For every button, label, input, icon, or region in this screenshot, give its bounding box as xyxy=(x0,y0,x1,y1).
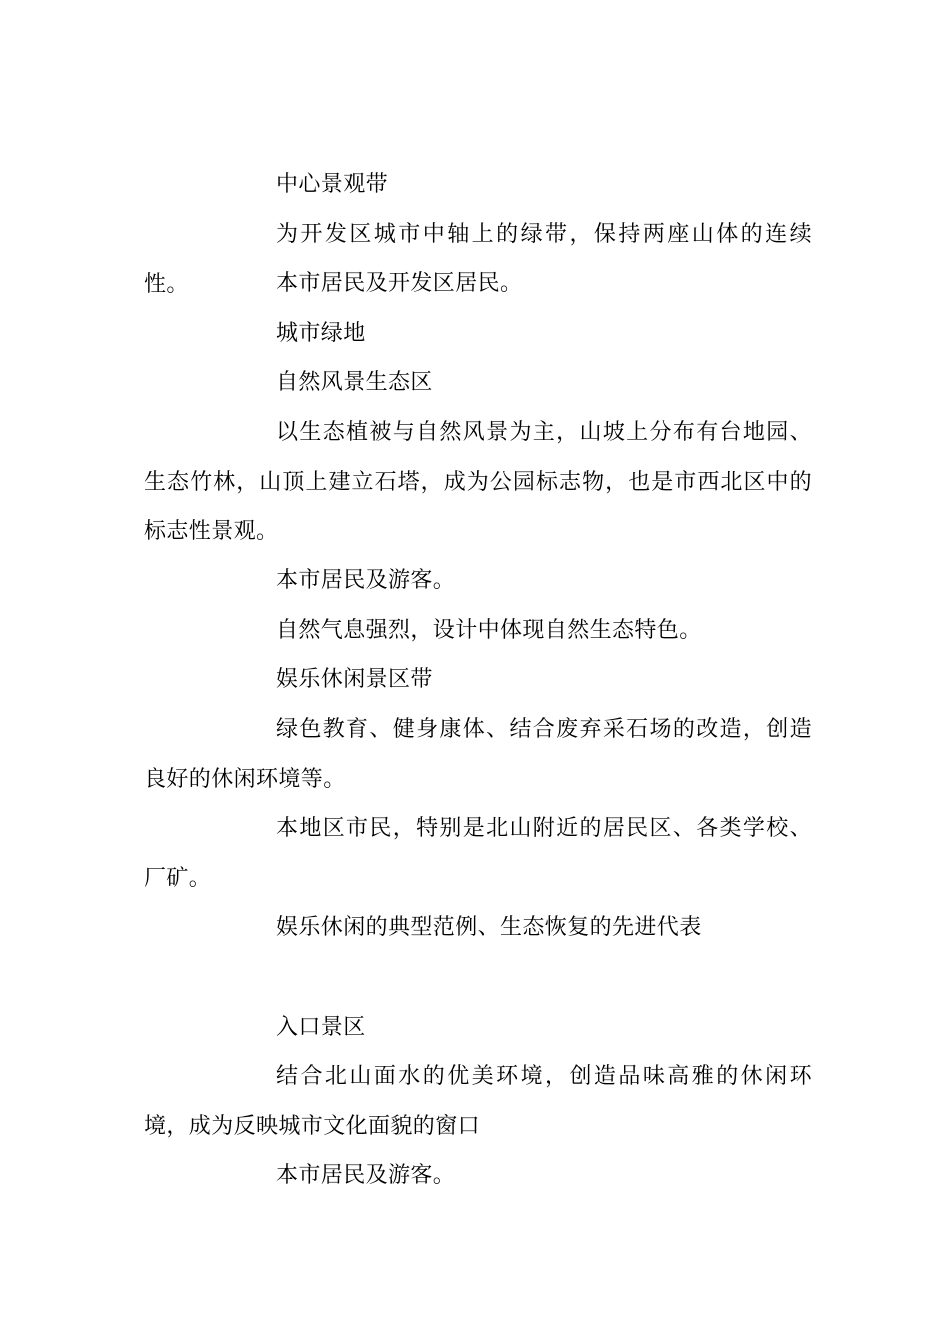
paragraph-audience: 本市居民及游客。 xyxy=(276,568,456,593)
paragraph-description: 以生态植被与自然风景为主，山坡上分布有台地园、生态竹林，山顶上建立石塔，成为公园标志物，也是市西北区中的标志性景观。 xyxy=(144,420,812,544)
paragraph-description: 为开发区城市中轴上的绿带，保持两座山体的连续性。 xyxy=(144,222,812,297)
paragraph-category: 城市绿地 xyxy=(276,321,366,346)
paragraph-feature: 自然气息强烈，设计中体现自然生态特色。 xyxy=(276,618,702,643)
paragraph-audience: 本地区市民，特别是北山附近的居民区、各类学校、厂矿。 xyxy=(144,816,812,891)
section-heading-leisure-belt: 娱乐休闲景区带 xyxy=(276,667,433,692)
section-heading-natural-scenic-zone: 自然风景生态区 xyxy=(276,370,433,395)
paragraph-description: 结合北山面水的优美环境，创造品味高雅的休闲环境，成为反映城市文化面貌的窗口 xyxy=(144,1064,812,1139)
section-heading-entrance-zone: 入口景区 xyxy=(276,1015,366,1040)
paragraph-feature: 娱乐休闲的典型范例、生态恢复的先进代表 xyxy=(276,915,702,940)
paragraph-description: 绿色教育、健身康体、结合废弃采石场的改造，创造良好的休闲环境等。 xyxy=(144,717,812,792)
paragraph-audience: 本市居民及游客。 xyxy=(276,1163,456,1188)
section-heading-central-landscape-belt: 中心景观带 xyxy=(276,172,389,197)
paragraph-audience: 本市居民及开发区居民。 xyxy=(276,271,523,296)
